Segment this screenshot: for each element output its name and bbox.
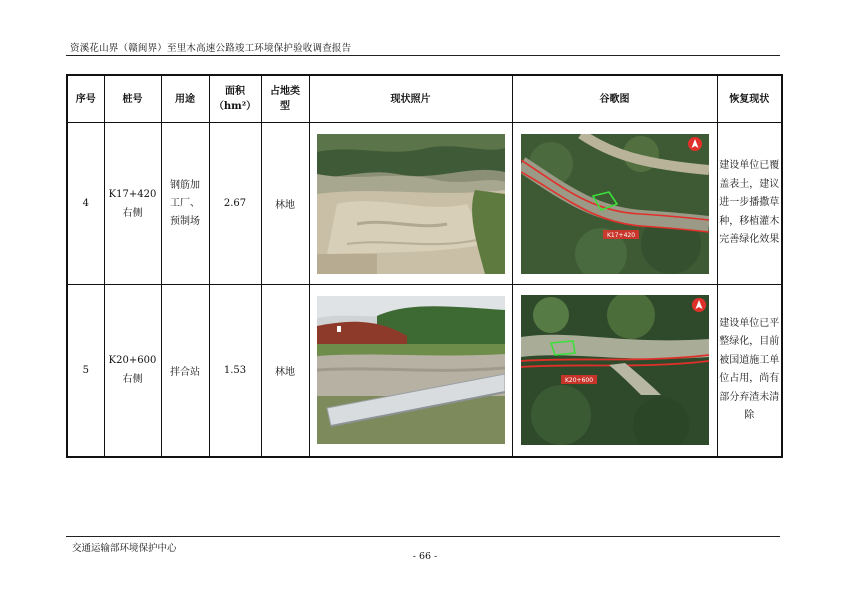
usage-line2: 工厂、 [170, 197, 200, 209]
station-line2: 右侧 [122, 374, 143, 386]
station-line2: 右侧 [122, 207, 143, 219]
cell-station [104, 123, 161, 285]
table-row [67, 123, 782, 285]
cell-station [104, 285, 161, 457]
cell-photo [309, 123, 512, 285]
table-row [67, 285, 782, 457]
usage-line3: 预制场 [170, 215, 200, 227]
cell-seq: 5 [67, 285, 104, 457]
col-header-google: 谷歌图 [512, 75, 717, 123]
site-photo [317, 134, 505, 274]
satellite-map [521, 134, 709, 274]
satellite-map-image [521, 295, 709, 445]
satellite-map [521, 295, 709, 445]
site-photo [317, 296, 505, 444]
col-header-usage: 用途 [161, 75, 209, 123]
col-header-area [209, 75, 261, 123]
col-header-area-line2: （hm²） [213, 101, 257, 112]
site-restoration-table [66, 74, 783, 458]
col-header-area-line1: 面积 [225, 86, 245, 97]
map-label: K20+600 [564, 377, 593, 385]
footer-organization: 交通运输部环境保护中心 [72, 543, 177, 554]
col-header-landtype-line2: 型 [280, 101, 290, 112]
col-header-landtype-line1: 占地类 [270, 86, 300, 97]
table-header-row [67, 75, 782, 123]
report-header-title: 资溪花山界（赣闽界）至里木高速公路竣工环境保护验收调查报告 [70, 43, 352, 54]
cell-google-map [512, 285, 717, 457]
station-line1: K17+420 [108, 188, 157, 200]
north-arrow-icon [692, 298, 706, 312]
cell-usage: 拌合站 [161, 285, 209, 457]
cell-area: 2.67 [209, 123, 261, 285]
page-number: - 66 - [412, 551, 438, 562]
cell-google-map [512, 123, 717, 285]
station-line1: K20+600 [108, 355, 157, 367]
cell-restore: 建设单位已覆盖表土，建议进一步播撒草种，移植灌木完善绿化效果 [717, 123, 782, 285]
cell-landtype: 林地 [261, 123, 309, 285]
cell-restore: 建设单位已平整绿化，目前被国道施工单位占用，尚有部分弃渣未清除 [717, 285, 782, 457]
cell-usage [161, 123, 209, 285]
cell-seq: 4 [67, 123, 104, 285]
satellite-map-image [521, 134, 709, 274]
col-header-seq: 序号 [67, 75, 104, 123]
cell-landtype: 林地 [261, 285, 309, 457]
header-divider [66, 55, 780, 56]
col-header-station: 桩号 [104, 75, 161, 123]
col-header-restore: 恢复现状 [717, 75, 782, 123]
cell-photo [309, 285, 512, 457]
col-header-photo: 现状照片 [309, 75, 512, 123]
map-label: K17+420 [606, 231, 635, 239]
usage-line1: 钢筋加 [170, 179, 200, 191]
cell-area: 1.53 [209, 285, 261, 457]
footer-divider [66, 536, 780, 537]
col-header-landtype [261, 75, 309, 123]
site-photo-image [317, 134, 505, 274]
site-photo-image [317, 296, 505, 444]
north-arrow-icon [688, 137, 702, 151]
